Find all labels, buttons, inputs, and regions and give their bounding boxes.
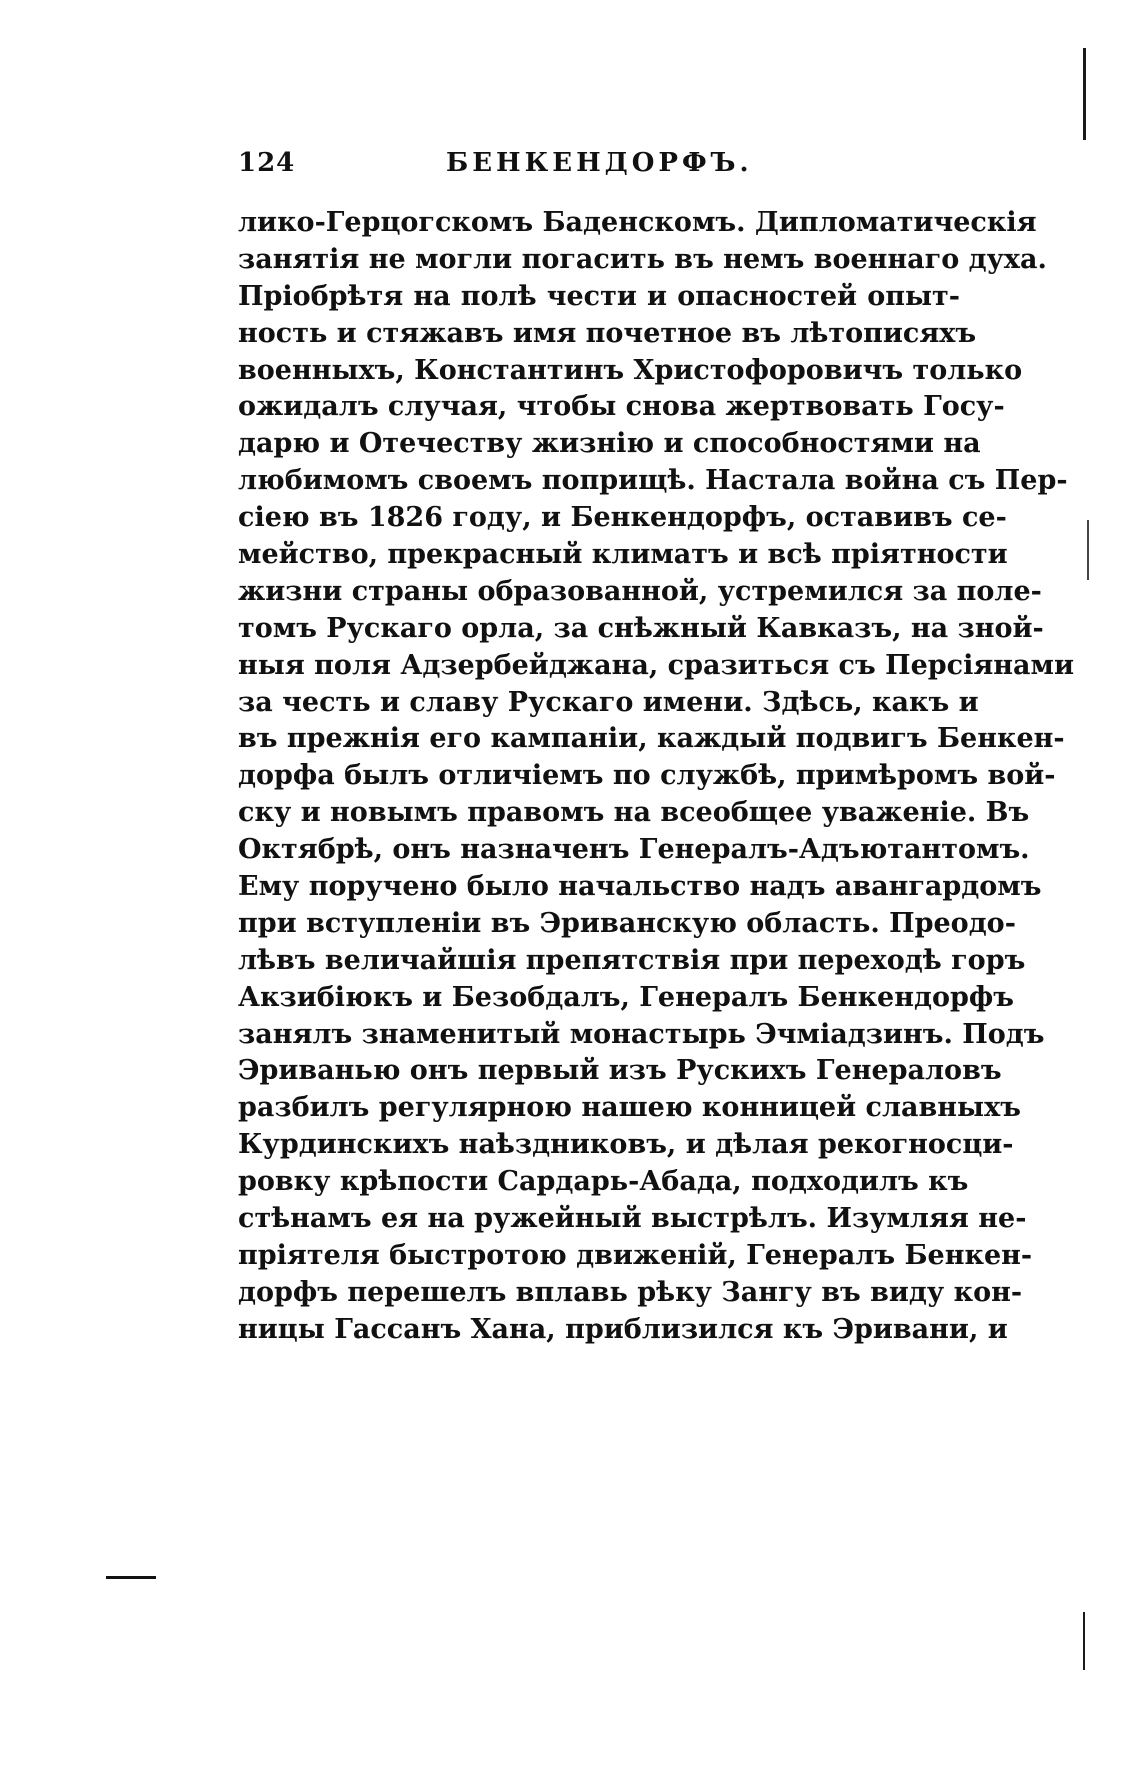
scan-edge-mark-top-right [1083, 48, 1086, 140]
page-header [238, 148, 958, 188]
text-line: мейство, прекрасный климатъ и всѣ пріятности [238, 539, 1008, 571]
text-line: ницы Гассанъ Хана, приблизился къ Эривани, и [238, 1313, 1008, 1345]
text-line: Акзибіюкъ и Безобдалъ, Генералъ Бенкендорфъ [238, 981, 1014, 1013]
text-line: въ прежнія его кампаніи, каждый подвигъ Бенкен- [238, 723, 1065, 755]
text-line: стѣнамъ ея на ружейный выстрѣлъ. Изумляя не- [238, 1203, 1027, 1235]
text-line: Октябрѣ, онъ назначенъ Генералъ-Адъютантомъ. [238, 834, 1030, 866]
text-line: Пріобрѣтя на полѣ чести и опасностей опыт- [238, 280, 960, 312]
text-line: ожидалъ случая, чтобы снова жертвовать Госу- [238, 391, 1005, 423]
text-line: любимомъ своемъ поприщѣ. Настала война съ Пер- [238, 465, 1068, 497]
text-line: Эриванью онъ первый изъ Рускихъ Генераловъ [238, 1055, 1002, 1087]
text-line: ску и новымъ правомъ на всеобщее уваженіе. Въ [238, 797, 1030, 829]
page-number: 124 [238, 148, 296, 178]
body-text [238, 205, 1075, 1349]
text-line: дорфа былъ отличіемъ по службѣ, примѣромъ вой- [238, 760, 1056, 792]
text-line: дорфъ перешелъ вплавь рѣку Зангу въ виду кон- [238, 1276, 1023, 1308]
text-line: лико-Герцогскомъ Баденскомъ. Дипломатическія [238, 207, 1037, 238]
text-line: ровку крѣпости Сардарь-Абада, подходилъ къ [238, 1166, 969, 1198]
text-line: сіею въ 1826 году, и Бенкендорфъ, оставивъ се- [238, 502, 1007, 534]
text-line: пріятеля быстротою движеній, Генералъ Бенкен- [238, 1239, 1033, 1271]
running-head: БЕНКЕНДОРФЪ. [446, 148, 753, 178]
text-line: Курдинскихъ наѣздниковъ, и дѣлая рекогносци- [238, 1129, 1014, 1161]
text-line: жизни страны образованной, устремился за поле- [238, 575, 1042, 607]
text-line: при вступленіи въ Эриванскую область. Преодо- [238, 907, 1016, 939]
text-line: разбилъ регулярною нашею конницей славныхъ [238, 1092, 1021, 1124]
text-line: томъ Рускаго орла, за снѣжный Кавказъ, на зной- [238, 612, 1044, 644]
text-line: ность и стяжавъ имя почетное въ лѣтописяхъ [238, 317, 977, 349]
text-line: ныя поля Адзербейджана, сразиться съ Персіянами [238, 649, 1075, 681]
footer-rule [106, 1576, 156, 1579]
text-line: за честь и славу Рускаго имени. Здѣсь, какъ и [238, 686, 979, 718]
text-line: военныхъ, Константинъ Христофоровичъ только [238, 354, 1023, 386]
text-line: дарю и Отечеству жизнію и способностями на [238, 428, 981, 460]
text-line: лѣвъ величайшія препятствія при переходѣ горъ [238, 944, 1026, 976]
scan-edge-mark-right [1087, 520, 1089, 580]
text-line: Ему поручено было начальство надъ авангардомъ [238, 871, 1042, 903]
text-line: занятія не могли погасить въ немъ военнаго духа. [238, 243, 1047, 275]
text-line: занялъ знаменитый монастырь Эчміадзинъ. Подъ [238, 1018, 1045, 1050]
scan-edge-mark-bottom-right [1083, 1612, 1085, 1670]
